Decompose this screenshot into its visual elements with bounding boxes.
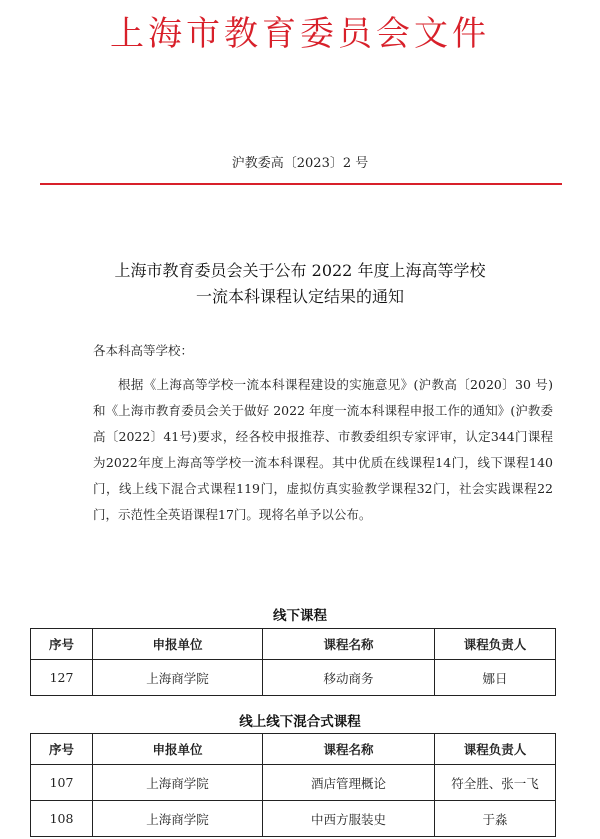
header-no: 序号: [31, 629, 93, 660]
section-title-hybrid: 线上线下混合式课程: [239, 714, 361, 730]
notice-title: [0, 258, 600, 310]
header-course: 课程名称: [263, 734, 435, 765]
header-course: 课程名称: [263, 629, 435, 660]
document-header-title: 上海市教育委员会文件: [110, 14, 490, 54]
cell-unit: 上海商学院: [93, 660, 263, 696]
header-unit: 申报单位: [93, 629, 263, 660]
header-lead: 课程负责人: [435, 734, 556, 765]
header-no: 序号: [31, 734, 93, 765]
cell-unit: 上海商学院: [93, 765, 263, 801]
cell-no: 127: [31, 660, 93, 696]
notice-title-line-2: 一流本科课程认定结果的通知: [195, 287, 404, 306]
offline-course-table: [30, 628, 556, 696]
table-header-row: [31, 629, 556, 660]
table-row: [31, 765, 556, 801]
cell-no: 108: [31, 801, 93, 837]
cell-course: 移动商务: [263, 660, 435, 696]
cell-lead: 于淼: [435, 801, 556, 837]
cell-lead: 符全胜、张一飞: [435, 765, 556, 801]
document-number: 沪教委高〔2023〕2 号: [231, 156, 369, 171]
table-row: [31, 660, 556, 696]
header-lead: 课程负责人: [435, 629, 556, 660]
salutation: 各本科高等学校：: [93, 343, 194, 358]
hybrid-course-table: [30, 733, 556, 837]
table-header-row: [31, 734, 556, 765]
header-unit: 申报单位: [93, 734, 263, 765]
table-row: [31, 801, 556, 837]
section-title-offline: 线下课程: [273, 608, 327, 624]
notice-body: 根据《上海高等学校一流本科课程建设的实施意见》(沪教高〔2020〕30 号)和《上海市教育委员会关于做好 2022 年度一流本科课程申报工作的通知》(沪教委高〔2022〕41号)要求，经各校申报推荐、市教委组织专家评审，认定344门课程为2022年度上海高等学校一流本科课程。其中优质在线课程14门，线下课程140门，线上线下混合式课程119门，虚拟仿真实验教学课程32门，社会实践课程22 门，示范性全英语课程17门。现将名单予以公布。: [93, 377, 557, 522]
cell-unit: 上海商学院: [93, 801, 263, 837]
cell-course: 酒店管理概论: [263, 765, 435, 801]
cell-course: 中西方服装史: [263, 801, 435, 837]
notice-title-line-1: 上海市教育委员会关于公布 2022 年度上海高等学校: [114, 261, 486, 280]
cell-no: 107: [31, 765, 93, 801]
header-divider: [40, 183, 562, 185]
cell-lead: 娜日: [435, 660, 556, 696]
